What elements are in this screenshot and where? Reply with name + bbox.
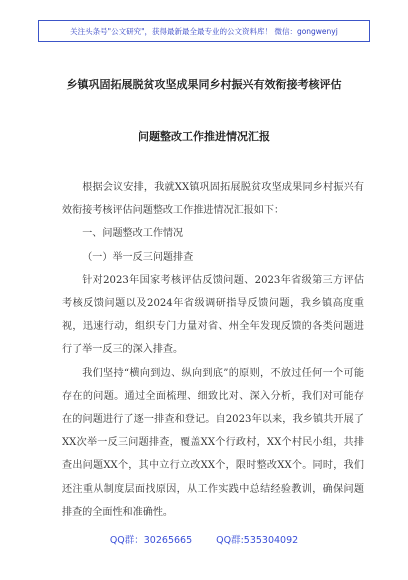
subsection-heading: （一）举一反三问题排查 — [82, 251, 194, 263]
document-title-line-1: 乡镇巩固拓展脱贫攻坚成果同乡村振兴有效衔接考核评估 — [66, 78, 342, 91]
document-title-line-2: 问题整改工作推进情况汇报 — [138, 130, 270, 143]
footer — [0, 532, 408, 546]
paragraph-principle: 我们坚持“横向到边、纵向到底”的原则，不放过任何一个可能存在的问题。通过全面梳理、细致比对、深入分析，我们对可能存在的问题进行了逐一排查和登记。自2023年以来，我乡镇共开展了XX次举一反三问题排查，覆盖XX个行政村，XX个村民小组，共排查出问题XX个，其中立行立改XX个，限时整改XX个。同时，我们还注重从制度层面找原因，从工作实践中总结经验教训，确保问题排查的全面性和准确性。 — [62, 367, 364, 518]
paragraph-intro: 根据会议安排，我就XX镇巩固拓展脱贫攻坚成果同乡村振兴有效衔接考核评估问题整改工作推进情况汇报如下： — [62, 182, 364, 217]
header-banner — [38, 20, 370, 42]
footer-qq-1: QQ群：30265665 — [109, 535, 193, 546]
document-body — [62, 176, 364, 524]
footer-qq-2: QQ群:535304092 — [216, 535, 299, 546]
header-text: 关注头条号"公文研究"，获得最新最全最专业的公文资料库！ 微信：gongwenyj — [70, 26, 338, 36]
paragraph-response: 针对2023年国家考核评估反馈问题、2023年省级第三方评估考核反馈问题以及2024年省级调研指导反馈问题，我乡镇高度重视，迅速行动，组织专门力量对省、州全年发现反馈的各类问题进行了举一反三的深入排查。 — [62, 274, 364, 356]
section-heading: 一、问题整改工作情况 — [82, 228, 184, 240]
